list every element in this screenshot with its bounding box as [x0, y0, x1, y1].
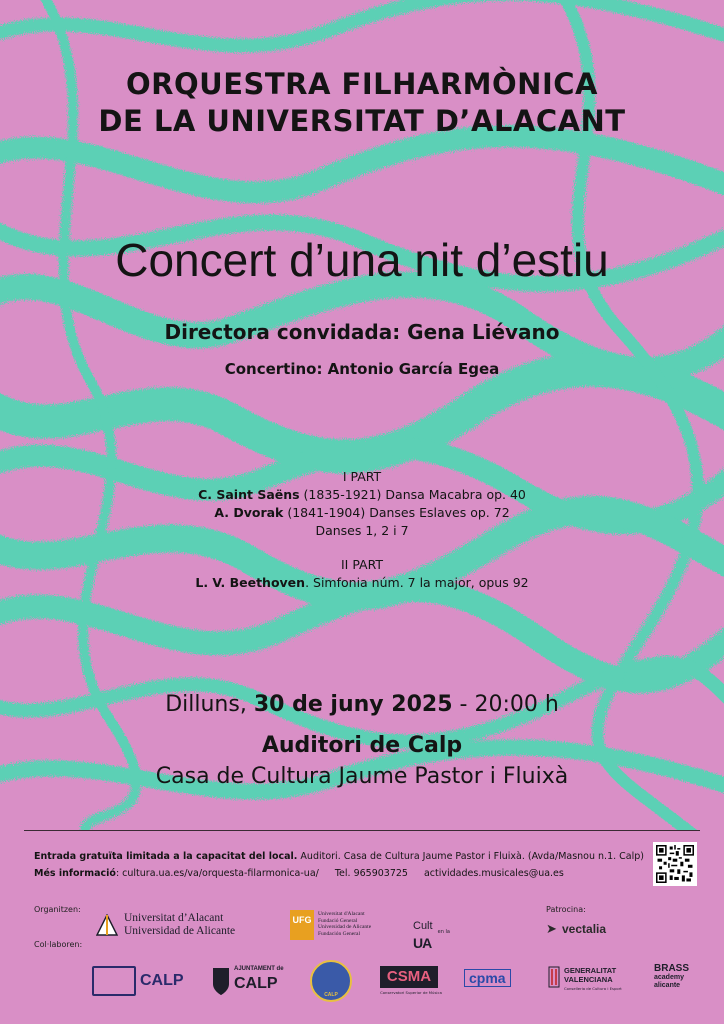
- ua-logo: [96, 912, 256, 942]
- gva-emblem-icon: [548, 966, 560, 988]
- phone[interactable]: Tel. 965903725: [334, 868, 408, 879]
- ajuntament-calp-name: CALP: [234, 975, 278, 992]
- csma-logo: [380, 966, 442, 998]
- footer-divider: [24, 830, 700, 831]
- brass-line-1: BRASS: [654, 963, 690, 974]
- vectalia-mark-icon: ➤: [546, 922, 557, 937]
- vectalia-name: vectalia: [562, 922, 607, 936]
- seal-logo: [310, 960, 352, 1002]
- ua-line-2: Universidad de Alicante: [124, 925, 236, 937]
- ufg-line-2: Fundació General: [318, 917, 358, 924]
- cultua-ua: UA: [413, 935, 432, 951]
- gva-logo: [548, 964, 648, 1000]
- event-house: Casa de Cultura Jaume Pastor i Fluixà: [155, 764, 569, 789]
- program: [0, 468, 724, 592]
- gva-line-1: GENERALITAT: [564, 966, 617, 975]
- more-label: Més informació: [34, 868, 116, 879]
- csma-name: CSMA: [380, 966, 438, 988]
- cpma-logo: [464, 968, 524, 992]
- program-item: [0, 504, 724, 522]
- more-url[interactable]: : cultura.ua.es/va/orquesta-filarmonica-ua/: [115, 868, 319, 879]
- cultua-main: Cult: [413, 920, 433, 932]
- gva-line-3: Conselleria de Cultura i Esport: [564, 986, 622, 991]
- event-date-value: 30 de juny 2025: [253, 692, 453, 717]
- concert-title: Concert d’una nit d’estiu: [115, 234, 609, 286]
- cpma-name: cpma: [464, 969, 511, 987]
- part-2-heading: II PART: [340, 557, 384, 572]
- qr-icon: [656, 845, 694, 883]
- composer: A. Dvorak: [214, 505, 284, 520]
- qr-code[interactable]: [653, 842, 697, 886]
- program-item: [0, 574, 724, 592]
- email[interactable]: actividades.musicales@ua.es: [423, 868, 564, 879]
- ufg-line-3: Universidad de Alicante: [318, 924, 372, 930]
- event-date: [0, 690, 724, 720]
- orchestra-line-1: ORQUESTRA FILHARMÒNICA: [126, 67, 598, 101]
- event-day: Dilluns,: [165, 692, 254, 717]
- csma-subtitle: Conservatori Superior de Música: [380, 990, 442, 995]
- gva-line-2: VALENCIANA: [564, 975, 613, 984]
- ufg-line-4: Fundación General: [318, 930, 360, 937]
- calp-name: CALP: [140, 972, 184, 989]
- piece-info: (1835-1921) Dansa Macabra op. 40: [299, 487, 526, 502]
- piece-info: . Simfonia núm. 7 la major, opus 92: [305, 575, 529, 590]
- orchestra-name: [0, 66, 724, 140]
- program-item: [0, 486, 724, 504]
- part-1-heading: I PART: [342, 469, 382, 484]
- ufg-mark: UFG: [290, 910, 314, 940]
- organizers-label: Organitzen:: [34, 905, 81, 914]
- brass-academy-logo: [654, 964, 706, 1004]
- piece-detail: Danses 1, 2 i 7: [315, 523, 409, 538]
- guest-director: Directora convidada: Gena Liévano: [164, 320, 560, 344]
- collaborators-label: Col·laboren:: [34, 940, 83, 949]
- calp-shape-icon: [92, 966, 136, 996]
- footer: [0, 830, 724, 1024]
- piece-info: (1841-1904) Danses Eslaves op. 72: [283, 505, 510, 520]
- vectalia-logo: [546, 918, 636, 936]
- ajuntament-label: AJUNTAMENT de: [234, 966, 284, 972]
- ua-emblem-icon: [96, 914, 118, 936]
- seal-text: CALP: [324, 992, 338, 998]
- brass-line-3: alicante: [654, 982, 681, 989]
- shield-icon: [212, 966, 230, 996]
- footer-info: [34, 848, 644, 882]
- ufg-line-1: Universitat d'Alacant: [318, 911, 365, 917]
- cultua-logo: [413, 914, 473, 951]
- entry-rest: Auditori. Casa de Cultura Jaume Pastor i Fluixà. (Avda/Masnou n.1. Calp): [297, 851, 644, 862]
- entry-info: [34, 848, 644, 865]
- composer: C. Saint Saëns: [198, 487, 300, 502]
- orchestra-line-2: DE LA UNIVERSITAT D’ALACANT: [98, 104, 626, 138]
- ua-line-1: Universitat d’Alacant: [124, 912, 224, 924]
- entry-bold: Entrada gratuïta limitada a la capacitat del local.: [34, 851, 298, 862]
- composer: L. V. Beethoven: [195, 575, 306, 590]
- ajuntament-calp-logo: [212, 964, 288, 1000]
- ufg-logo: [290, 910, 400, 942]
- more-info: [34, 865, 644, 882]
- calp-logo: [92, 962, 184, 1000]
- brass-line-2: academy: [654, 974, 684, 981]
- cultua-sub: en la: [437, 929, 450, 935]
- event-venue: Auditori de Calp: [261, 733, 463, 758]
- event-time: - 20:00 h: [452, 692, 559, 717]
- sponsor-label: Patrocina:: [546, 905, 586, 914]
- concertino: Concertino: Antonio García Egea: [224, 360, 500, 378]
